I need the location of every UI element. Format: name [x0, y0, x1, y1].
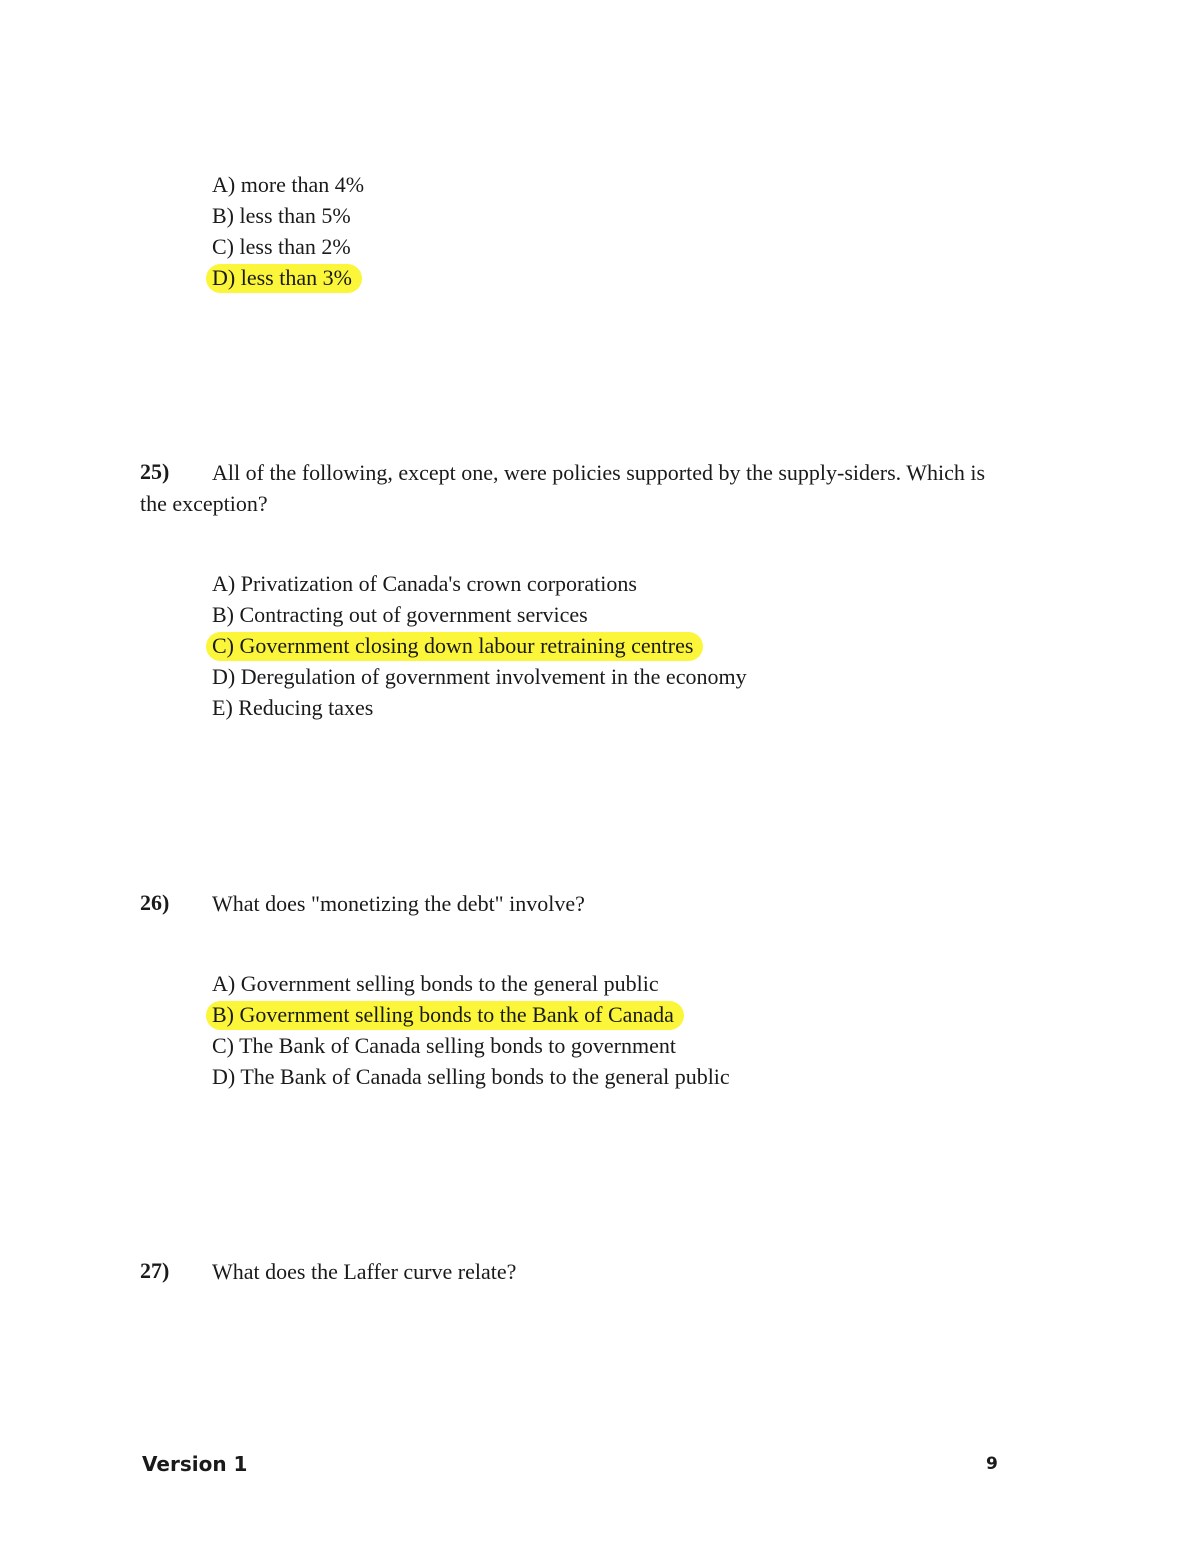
q24-option-c: C) less than 2% [212, 234, 351, 259]
q25-option-e: E) Reducing taxes [212, 695, 374, 720]
q26-option-b-text: B) Government selling bonds to the Bank of Canada [206, 1001, 684, 1030]
q27-text: What does the Laffer curve relate? [212, 1259, 517, 1284]
footer-page-number: 9 [986, 1454, 998, 1474]
q24-option-d-text: D) less than 3% [206, 264, 362, 293]
q25-option-b: B) Contracting out of government services [212, 602, 588, 627]
q24-option-d-highlighted [212, 263, 362, 293]
q26-text: What does "monetizing the debt" involve? [212, 891, 585, 916]
q26-option-c: C) The Bank of Canada selling bonds to government [212, 1033, 676, 1058]
q26-option-d: D) The Bank of Canada selling bonds to the general public [212, 1064, 730, 1089]
q25-number: 25) [140, 459, 170, 484]
footer-version: Version 1 [142, 1452, 248, 1476]
q27-number: 27) [140, 1258, 170, 1283]
q24-option-b: B) less than 5% [212, 203, 351, 228]
q26-option-a: A) Government selling bonds to the general public [212, 971, 659, 996]
q25-option-c-highlighted [212, 631, 703, 661]
q26-number: 26) [140, 890, 170, 915]
q25-option-d: D) Deregulation of government involvement in the economy [212, 664, 747, 689]
q25-option-a: A) Privatization of Canada's crown corporations [212, 571, 637, 596]
q25-option-c-text: C) Government closing down labour retraining centres [206, 632, 703, 661]
q26-option-b-highlighted [212, 1000, 684, 1030]
q25-text-line2: the exception? [140, 491, 268, 516]
q24-option-a: A) more than 4% [212, 172, 365, 197]
q25-text-line1: All of the following, except one, were policies supported by the supply-siders. Which is [212, 460, 986, 485]
